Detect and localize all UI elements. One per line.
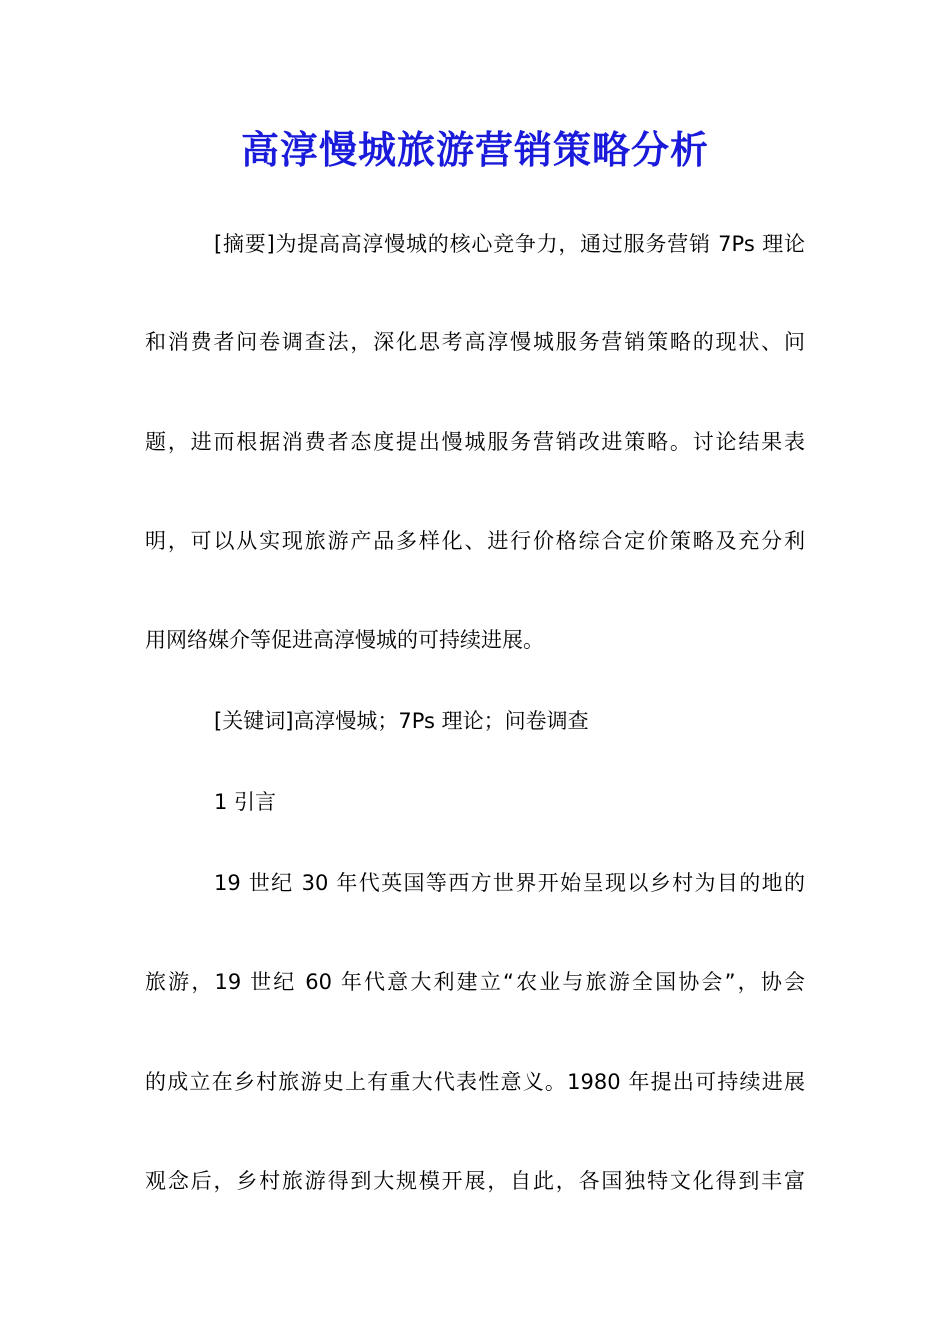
abstract-line-5: 用网络媒介等促进高淳慢城的可持续进展。 — [145, 628, 544, 652]
intro-line-4: 观念后，乡村旅游得到大规模开展，自此，各国独特文化得到丰富 — [145, 1169, 805, 1193]
document-title: 高淳慢城旅游营销策略分析 — [240, 127, 709, 172]
intro-line-1: 19 世纪 30 年代英国等西方世界开始呈现以乡村为目的地的 — [214, 871, 805, 895]
abstract-line-2: 和消费者问卷调查法，深化思考高淳慢城服务营销策略的现状、问 — [145, 330, 805, 354]
keywords-line: [关键词]高淳慢城；7Ps 理论；问卷调查 — [214, 709, 589, 733]
abstract-line-4: 明，可以从实现旅游产品多样化、进行价格综合定价策略及充分利 — [145, 529, 805, 553]
abstract-line-1: [摘要]为提高高淳慢城的核心竞争力，通过服务营销 7Ps 理论 — [214, 232, 805, 256]
abstract-line-3: 题，进而根据消费者态度提出慢城服务营销改进策略。讨论结果表 — [145, 430, 805, 454]
intro-line-2: 旅游，19 世纪 60 年代意大利建立“农业与旅游全国协会”，协会 — [145, 970, 805, 994]
intro-line-3: 的成立在乡村旅游史上有重大代表性意义。1980 年提出可持续进展 — [145, 1070, 805, 1094]
section-heading: 1 引言 — [214, 790, 277, 814]
